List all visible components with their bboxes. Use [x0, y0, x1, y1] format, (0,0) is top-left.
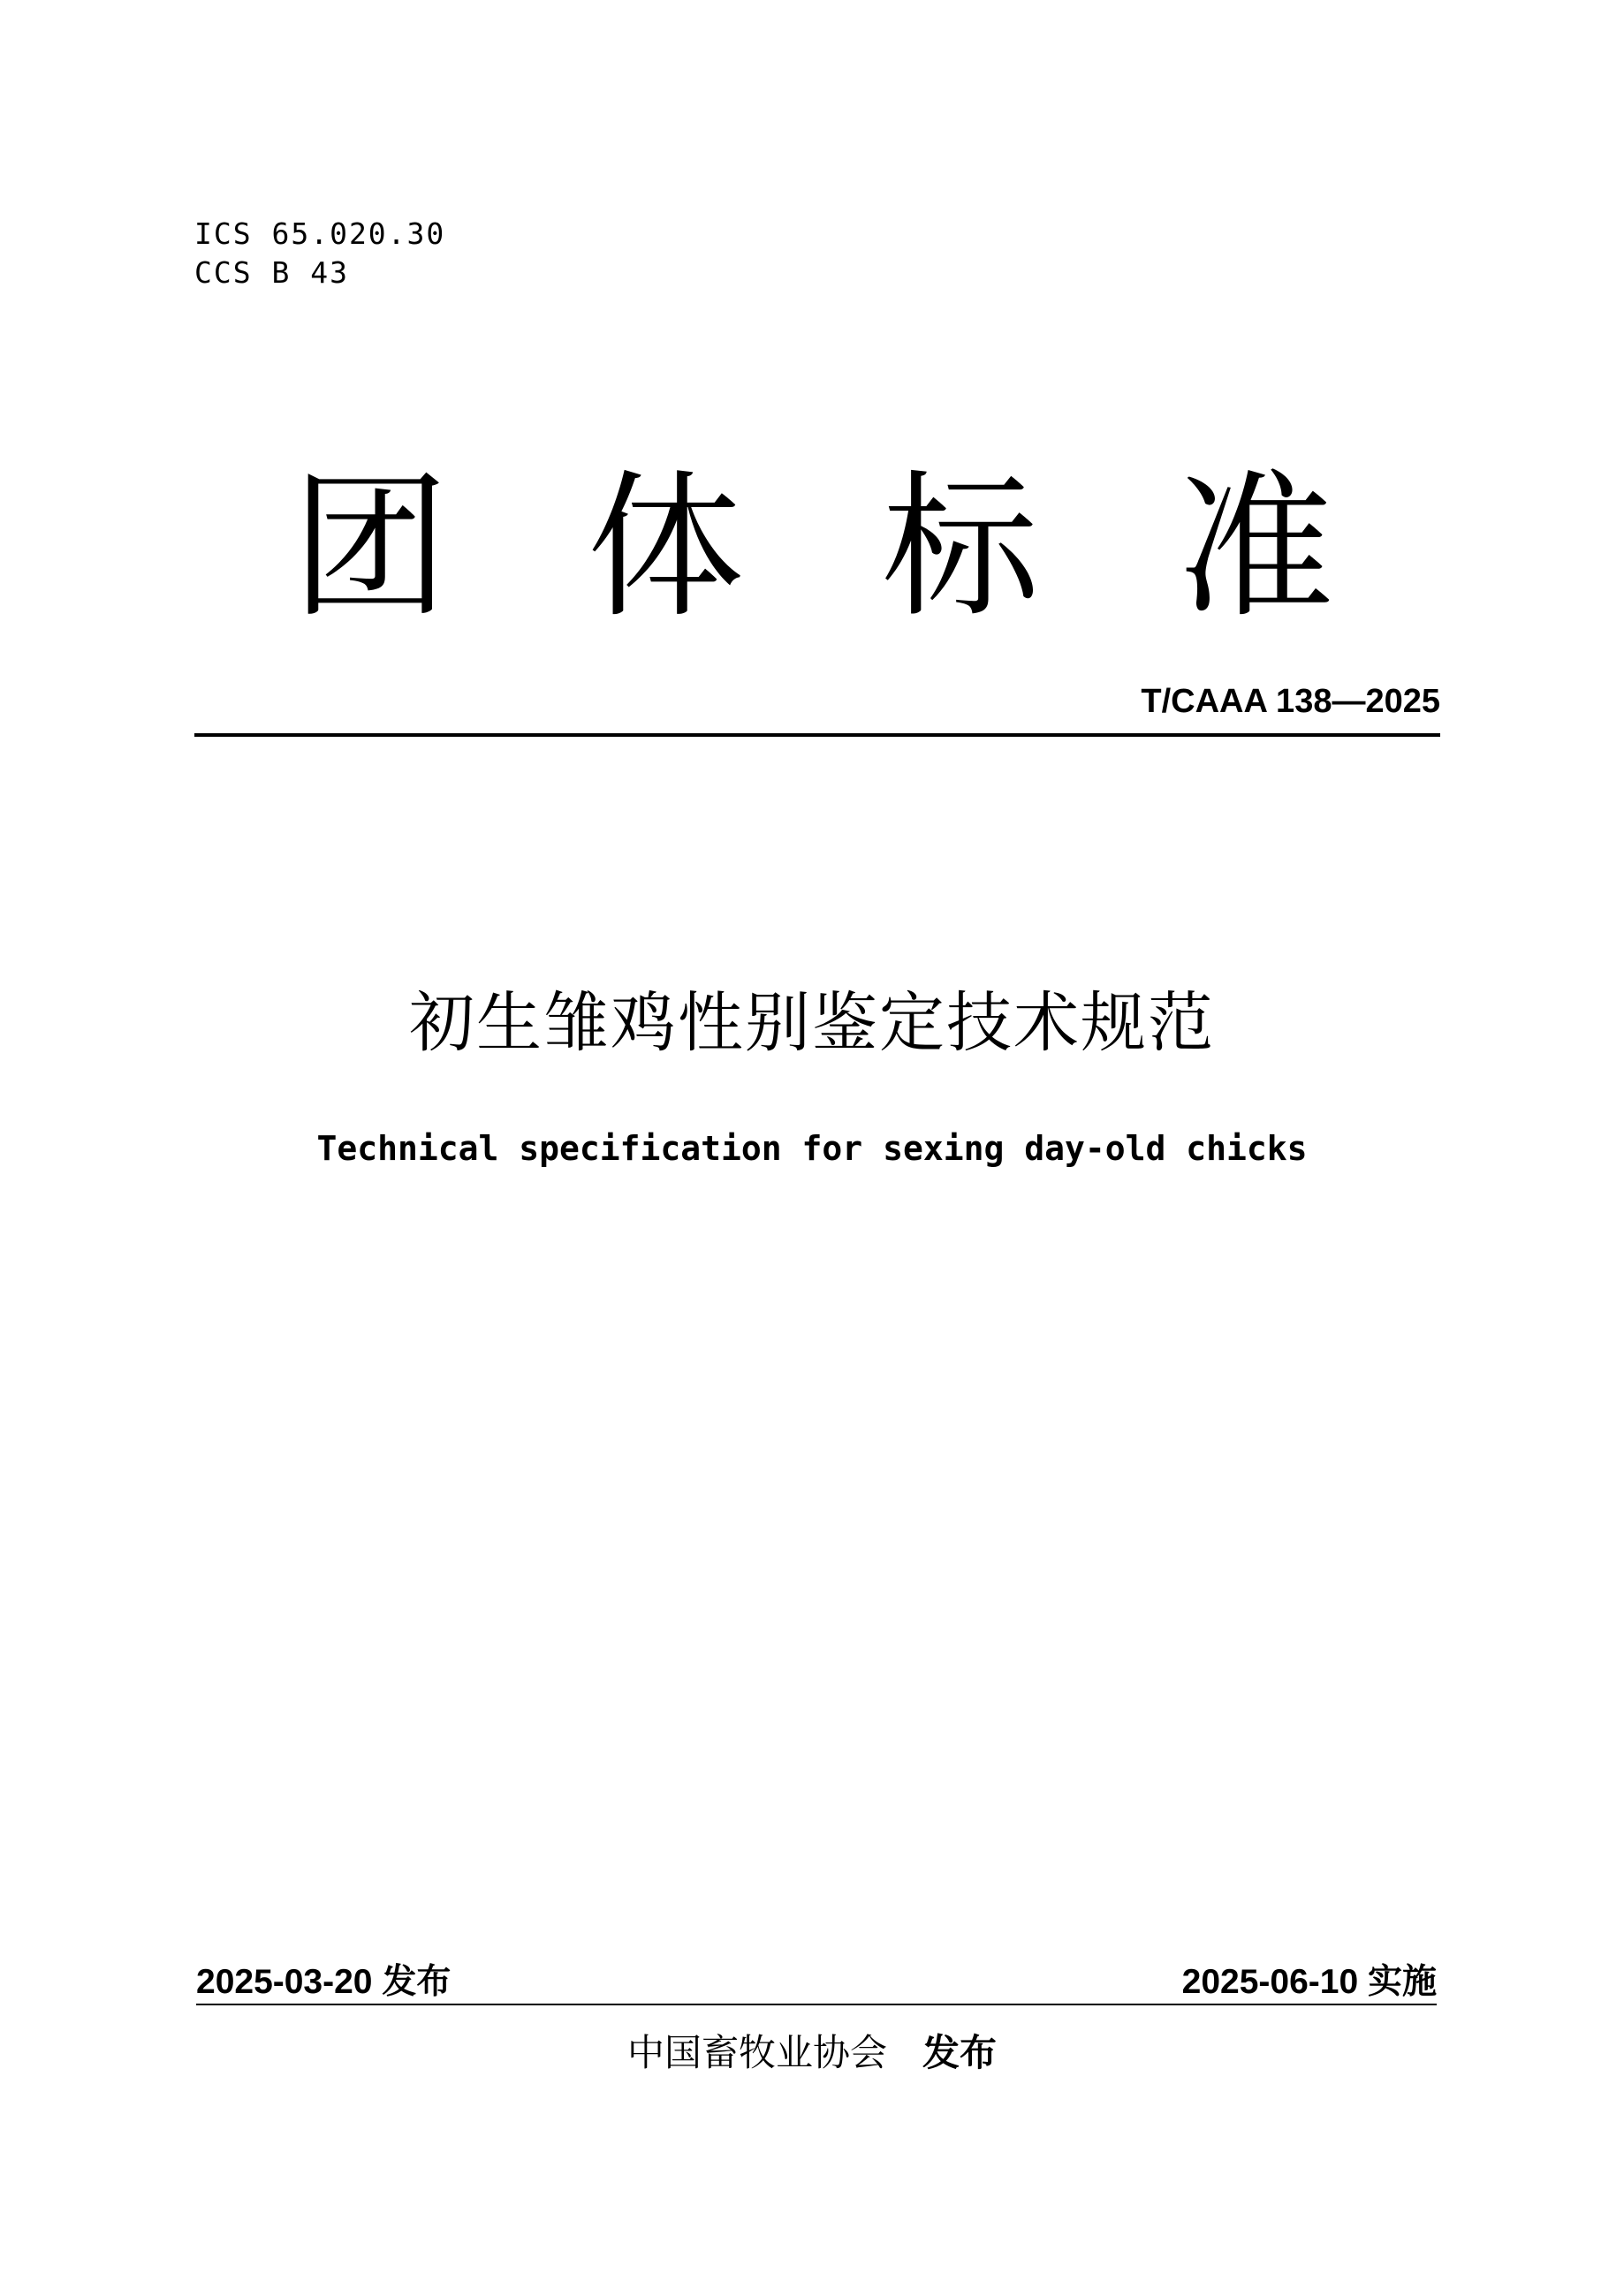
document-type-heading [177, 456, 1449, 639]
title-chinese: 初生雏鸡性别鉴定技术规范 [409, 985, 1215, 1061]
ics-code: ICS 65.020.30 [194, 216, 446, 251]
document-type-char: 团 [292, 456, 449, 639]
publisher-line [0, 2028, 1624, 2078]
document-type-char: 准 [1177, 456, 1334, 639]
footer-divider [196, 2004, 1437, 2005]
classification-codes [194, 215, 445, 292]
header-divider [194, 733, 1440, 737]
publisher-action: 发布 [922, 2031, 998, 2074]
standard-number: T/CAAA 138—2025 [1141, 683, 1440, 720]
date-row [196, 1959, 1437, 2005]
publisher-name: 中国畜牧业协会 [626, 2031, 887, 2074]
issue-date: 2025-03-20 发布 [196, 1963, 452, 2001]
ccs-code: CCS B 43 [194, 255, 349, 290]
document-type-char: 标 [882, 456, 1039, 639]
title-english: Technical specification for sexing day-old chicks [316, 1129, 1308, 1168]
implementation-date: 2025-06-10 实施 [1181, 1963, 1437, 2001]
document-type-char: 体 [587, 456, 744, 639]
